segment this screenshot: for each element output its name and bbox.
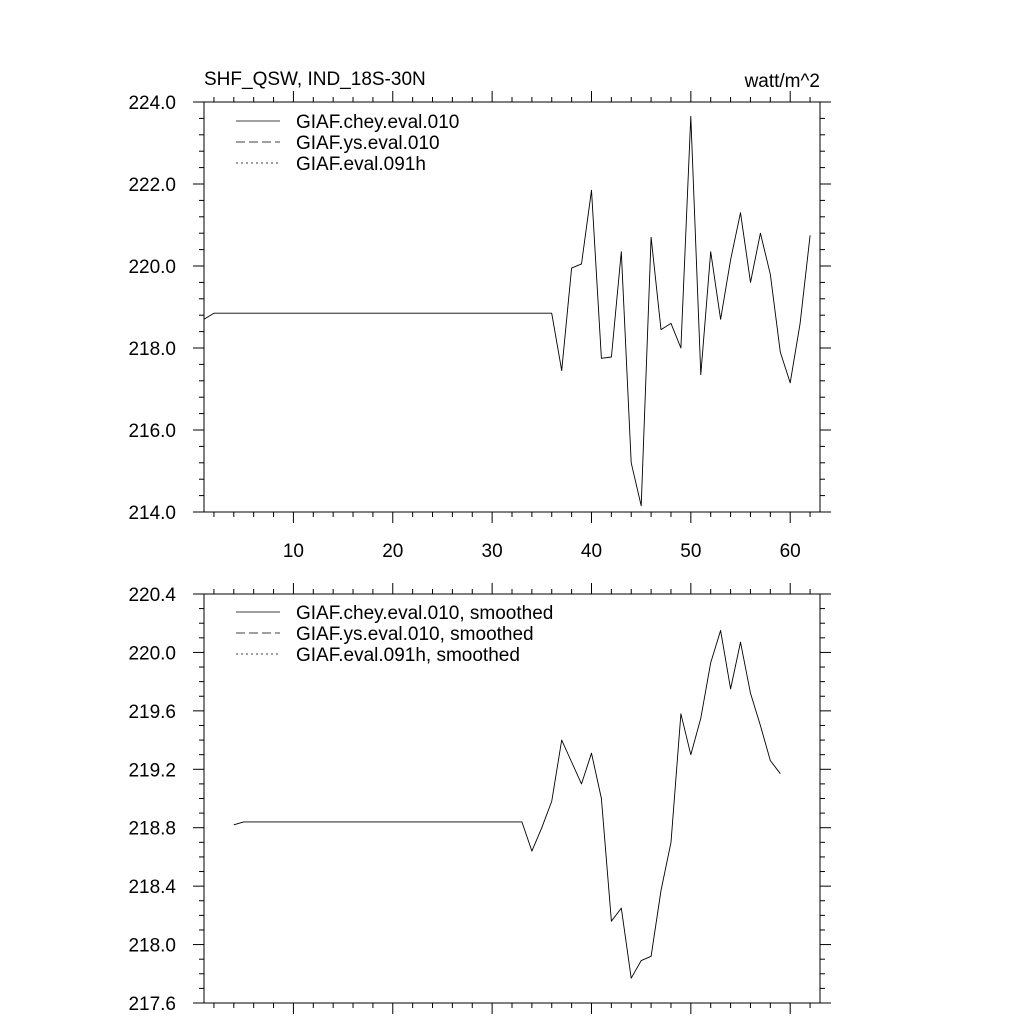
y-tick-label: 218.4 bbox=[128, 877, 176, 899]
x-tick-label: 20 bbox=[382, 541, 404, 562]
y-tick-label: 218.8 bbox=[128, 818, 176, 840]
legend-label: GIAF.chey.eval.010 bbox=[296, 112, 460, 133]
y-tick-label: 224.0 bbox=[128, 93, 176, 114]
x-tick-label: 40 bbox=[580, 541, 603, 562]
legend-label: GIAF.ys.eval.010, smoothed bbox=[296, 624, 534, 645]
series-line bbox=[204, 116, 810, 506]
legend-label: GIAF.chey.eval.010, smoothed bbox=[296, 603, 554, 624]
y-tick-label: 218.0 bbox=[128, 339, 176, 360]
legend-label: GIAF.ys.eval.010 bbox=[296, 133, 440, 154]
x-tick-label: 50 bbox=[680, 541, 702, 562]
x-tick-label: 30 bbox=[481, 541, 503, 562]
chart-title: SHF_QSW, IND_18S-30N bbox=[204, 69, 426, 90]
y-tick-label: 222.0 bbox=[128, 175, 176, 196]
series-line bbox=[234, 631, 781, 979]
y-tick-label: 219.2 bbox=[128, 760, 176, 782]
y-tick-label: 214.0 bbox=[128, 503, 176, 524]
units-label: watt/m^2 bbox=[744, 71, 820, 92]
y-tick-label: 219.6 bbox=[128, 701, 176, 723]
bottom-panel bbox=[128, 583, 831, 1015]
legend-label: GIAF.eval.091h, smoothed bbox=[296, 645, 520, 666]
y-tick-label: 217.6 bbox=[128, 994, 176, 1015]
y-tick-label: 220.4 bbox=[128, 585, 176, 606]
x-tick-label: 10 bbox=[282, 541, 304, 562]
y-tick-label: 220.0 bbox=[128, 257, 176, 278]
y-tick-label: 218.0 bbox=[128, 935, 176, 957]
y-tick-label: 220.0 bbox=[128, 643, 176, 665]
legend-label: GIAF.eval.091h bbox=[296, 154, 426, 175]
x-tick-label: 60 bbox=[779, 541, 801, 562]
y-tick-label: 216.0 bbox=[128, 421, 176, 442]
top-panel bbox=[128, 69, 831, 562]
